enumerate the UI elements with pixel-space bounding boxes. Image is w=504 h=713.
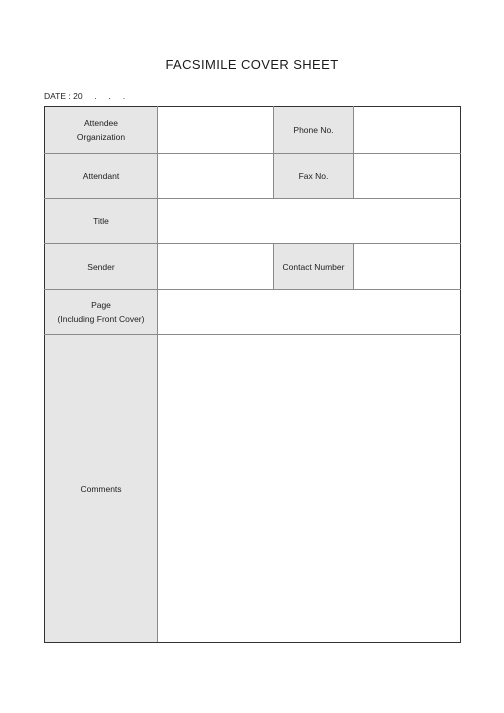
phone-field[interactable] bbox=[354, 107, 461, 154]
row-sender bbox=[45, 244, 461, 290]
row-title bbox=[45, 199, 461, 244]
row-attendant bbox=[45, 154, 461, 199]
row-comments bbox=[45, 335, 461, 643]
title-field[interactable] bbox=[158, 199, 461, 244]
sender-field[interactable] bbox=[158, 244, 274, 290]
phone-label: Phone No. bbox=[274, 107, 354, 154]
attendee-organization-label: Attendee Organization bbox=[45, 107, 158, 154]
page-field[interactable] bbox=[158, 290, 461, 335]
attendee-organization-field[interactable] bbox=[158, 107, 274, 154]
contact-label: Contact Number bbox=[274, 244, 354, 290]
row-attendee-organization bbox=[45, 107, 461, 154]
attendant-field[interactable] bbox=[158, 154, 274, 199]
document-title: FACSIMILE COVER SHEET bbox=[165, 57, 339, 72]
comments-label: Comments bbox=[45, 335, 158, 643]
contact-field[interactable] bbox=[354, 244, 461, 290]
page-label: Page (Including Front Cover) bbox=[45, 290, 158, 335]
row-page bbox=[45, 290, 461, 335]
title-label: Title bbox=[45, 199, 158, 244]
fax-field[interactable] bbox=[354, 154, 461, 199]
sender-label: Sender bbox=[45, 244, 158, 290]
fax-cover-form bbox=[44, 106, 461, 643]
date-line: DATE : 20 . . . bbox=[44, 91, 126, 101]
attendant-label: Attendant bbox=[45, 154, 158, 199]
comments-field[interactable] bbox=[158, 335, 461, 643]
fax-label: Fax No. bbox=[274, 154, 354, 199]
